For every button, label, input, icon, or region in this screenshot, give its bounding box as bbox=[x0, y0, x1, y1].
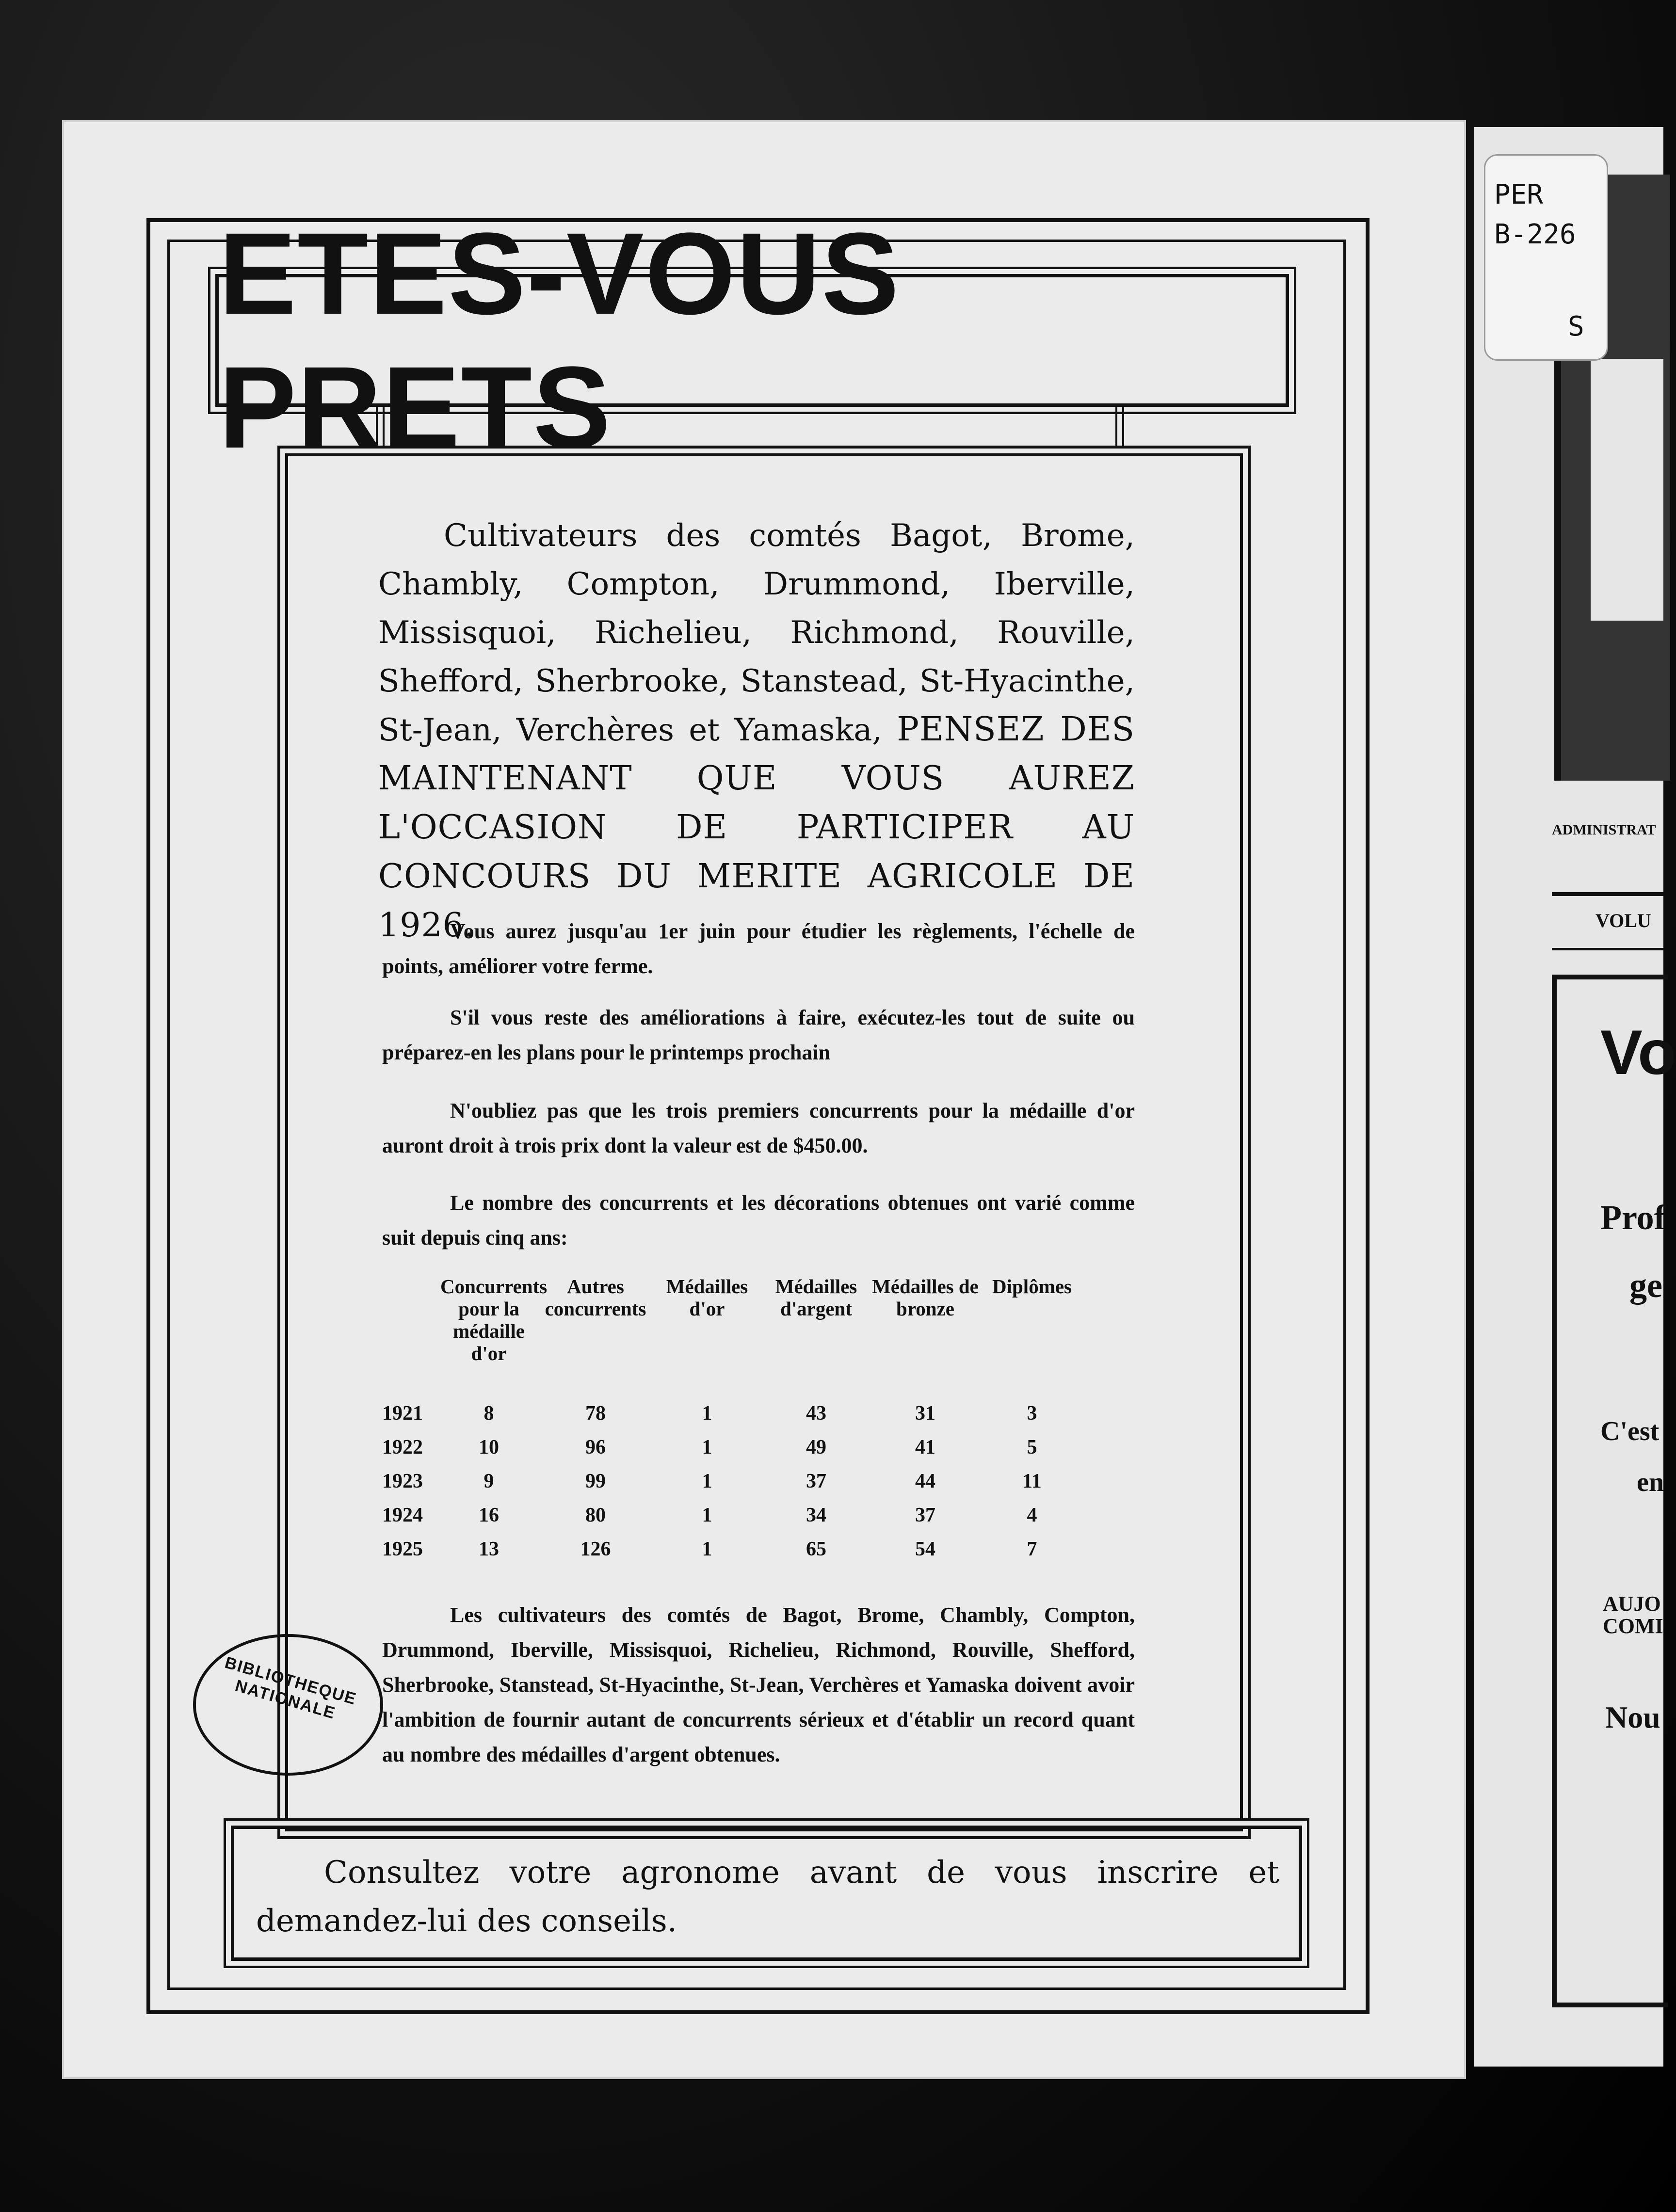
paragraph-deadline: Vous aurez jusqu'au 1er juin pour étudier les règlements, l'échelle de points, améliorer votre ferme. bbox=[382, 919, 1135, 978]
table-cell: 4 bbox=[1027, 1504, 1037, 1526]
title-box bbox=[215, 274, 1289, 407]
table-header-other-competitors: Autres concurrents bbox=[545, 1275, 646, 1320]
rp-heading-text: Vo bbox=[1600, 1017, 1676, 1088]
masthead-panel bbox=[1591, 359, 1663, 621]
paragraph-improvements: S'il vous reste des améliorations à faire, exécutez-les tout de suite ou préparez-en les plans pour le printemps prochain bbox=[382, 1006, 1135, 1064]
table-cell: 37 bbox=[915, 1504, 935, 1526]
footer-text: Consultez votre agronome avant de vous inscrire et demandez-lui des conseils. bbox=[256, 1855, 1279, 1939]
stamp-text: BIBLIOTHEQUE NATIONALE bbox=[223, 1653, 359, 1723]
stats-table bbox=[382, 1275, 1148, 1566]
table-cell: 41 bbox=[915, 1436, 935, 1459]
table-cell: 11 bbox=[1022, 1470, 1042, 1492]
table-cell: 8 bbox=[483, 1402, 494, 1425]
rp-admin-text: ADMINISTRAT bbox=[1552, 822, 1656, 838]
rp-rule-top bbox=[1552, 892, 1663, 896]
table-row bbox=[382, 1396, 1148, 1430]
label-line-number: B-226 bbox=[1494, 219, 1576, 250]
table-cell: 10 bbox=[479, 1436, 499, 1459]
table-header-gold-medals: Médailles d'or bbox=[666, 1275, 748, 1320]
table-cell: 80 bbox=[585, 1504, 606, 1526]
table-header-year bbox=[382, 1275, 440, 1396]
rp-volume-text: VOLU bbox=[1595, 910, 1651, 931]
table-cell: 5 bbox=[1027, 1436, 1037, 1459]
table-cell: 99 bbox=[585, 1470, 606, 1492]
rp-en-text: en bbox=[1637, 1467, 1664, 1497]
table-header-diplomas: Diplômes bbox=[992, 1275, 1072, 1298]
table-cell: 44 bbox=[915, 1470, 935, 1492]
paragraph-closing: Les cultivateurs des comtés de Bagot, Brome, Chambly, Compton, Drummond, Iberville, Missisquoi, Richelieu, Richmond, Rouville, Shefford, Sherbrooke, Stanstead, St-Hyacinthe, St-Jean, Verchères et Yamaska doivent avoir l'ambition de fournir autant de concurrents sérieux et d'établir un record quant au nombre des médailles d'argent obtenues. bbox=[382, 1603, 1135, 1766]
rp-nou-text: Nou bbox=[1605, 1700, 1660, 1734]
table-cell: 96 bbox=[585, 1436, 606, 1459]
page-title bbox=[219, 277, 1286, 403]
rp-cest-text: C'est bbox=[1600, 1416, 1660, 1446]
table-cell: 37 bbox=[806, 1470, 826, 1492]
rp-aujo-line-2: COMI bbox=[1603, 1614, 1663, 1638]
table-cell: 1 bbox=[702, 1436, 712, 1459]
table-row bbox=[382, 1498, 1148, 1532]
paragraph-prizes: N'oubliez pas que les trois premiers concurrents pour la médaille d'or auront droit à trois prix dont la valeur est de $450.00. bbox=[382, 1099, 1135, 1157]
table-cell: 1922 bbox=[382, 1436, 423, 1459]
label-text bbox=[1494, 175, 1601, 255]
library-stamp bbox=[193, 1634, 383, 1776]
footer-box bbox=[231, 1826, 1302, 1961]
frame-post-right bbox=[1115, 407, 1124, 453]
table-cell: 49 bbox=[806, 1436, 826, 1459]
table-cell: 54 bbox=[915, 1538, 935, 1560]
table-row bbox=[382, 1532, 1148, 1566]
table-cell: 16 bbox=[479, 1504, 499, 1526]
label-line-per: PER bbox=[1494, 179, 1544, 210]
table-cell: 78 bbox=[585, 1402, 606, 1425]
table-cell: 1923 bbox=[382, 1470, 423, 1492]
label-letter: S bbox=[1568, 311, 1584, 342]
rp-prof-text: Prof bbox=[1600, 1198, 1666, 1237]
table-cell: 1 bbox=[702, 1538, 712, 1560]
rp-aujo-line-1: AUJO bbox=[1603, 1592, 1661, 1616]
intro-text: Cultivateurs des comtés Bagot, Brome, Chambly, Compton, Drummond, Iberville, Missisquoi, Richelieu, Richmond, Rouville, Shefford, Sherbrooke, Stanstead, St-Hyacinthe, St-Jean, Verchères et Yamaska, bbox=[378, 518, 1135, 748]
rp-rule-bottom bbox=[1552, 948, 1663, 950]
table-cell: 3 bbox=[1027, 1402, 1037, 1425]
table-cell: 65 bbox=[806, 1538, 826, 1560]
rp-aujo-text bbox=[1603, 1593, 1663, 1637]
intro-paragraph bbox=[378, 512, 1135, 950]
frame-post-left bbox=[376, 407, 385, 453]
table-cell: 1 bbox=[702, 1402, 712, 1425]
intro-caps: PENSEZ DES MAINTENANT QUE VOUS AUREZ L'OCCASION DE PARTICIPER AU CONCOURS DU MERITE AGRICOLE DE 1926. bbox=[378, 710, 1135, 945]
table-cell: 126 bbox=[580, 1538, 611, 1560]
table-cell: 7 bbox=[1027, 1538, 1037, 1560]
table-header-bronze-medals: Médailles de bronze bbox=[872, 1275, 979, 1320]
table-cell: 9 bbox=[483, 1470, 494, 1492]
table-cell: 34 bbox=[806, 1504, 826, 1526]
table-row bbox=[382, 1464, 1148, 1498]
table-cell: 1924 bbox=[382, 1504, 423, 1526]
table-cell: 1 bbox=[702, 1504, 712, 1526]
table-header bbox=[382, 1275, 1148, 1396]
paragraph-stats-intro: Le nombre des concurrents et les décorations obtenues ont varié comme suit depuis cinq ans: bbox=[382, 1191, 1135, 1250]
call-number-label bbox=[1484, 154, 1608, 361]
table-row bbox=[382, 1430, 1148, 1464]
table-cell: 31 bbox=[915, 1402, 935, 1425]
table-cell: 1925 bbox=[382, 1538, 423, 1560]
table-cell: 13 bbox=[479, 1538, 499, 1560]
table-header-silver-medals: Médailles d'argent bbox=[775, 1275, 857, 1320]
table-cell: 1921 bbox=[382, 1402, 423, 1425]
rp-ge-text: ge bbox=[1629, 1266, 1662, 1305]
table-cell: 43 bbox=[806, 1402, 826, 1425]
table-cell: 1 bbox=[702, 1470, 712, 1492]
table-header-gold-competitors: Concurrents pour la médaille d'or bbox=[440, 1275, 548, 1364]
